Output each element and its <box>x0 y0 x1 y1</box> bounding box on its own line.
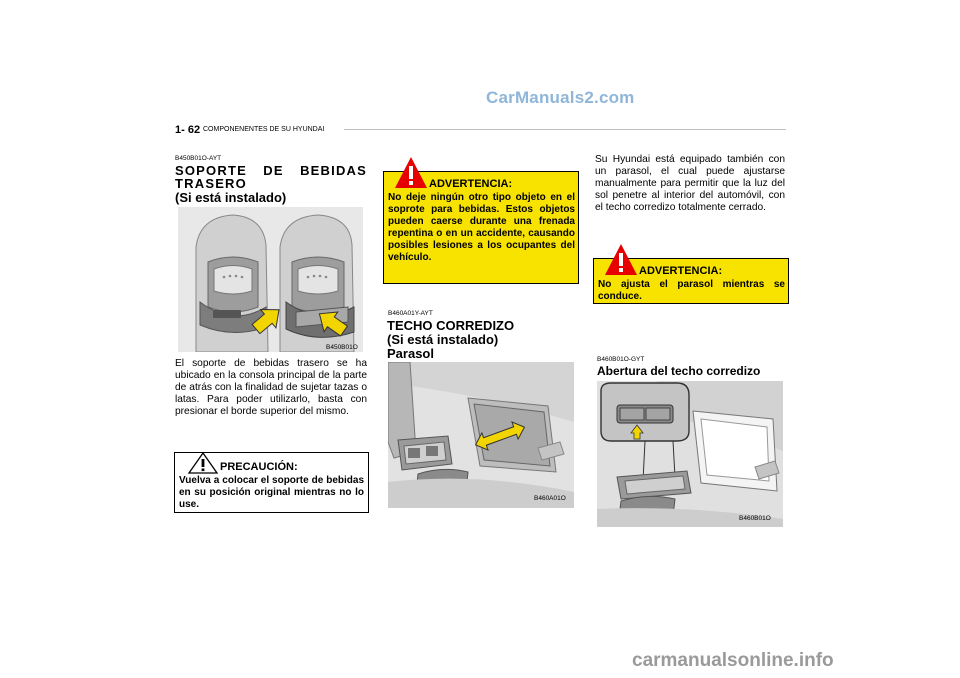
section-title: COMPONENENTES DE SU HYUNDAI <box>203 126 325 133</box>
warning-triangle-icon <box>394 156 428 189</box>
watermark-bottom[interactable]: carmanualsonline.info <box>632 650 834 671</box>
section-heading-2-line2: (Si está instalado) <box>387 332 499 347</box>
section-heading-2-line3: Parasol <box>387 346 434 361</box>
section-heading-line3: (Si está instalado) <box>175 190 287 205</box>
sunroof-sunshade-illustration <box>388 362 574 508</box>
warning-title: ADVERTENCIA: <box>429 178 513 190</box>
body-paragraph-2: Su Hyundai está equipado también con un parasol, el cual puede ajustarse manualmente para permitir que la luz del sol penetre al interior del automóvil, con el techo corredizo totalmente cerrado. <box>595 154 785 213</box>
watermark-top[interactable]: CarManuals2.com <box>486 88 635 107</box>
caution-text: Vuelva a colocar el soporte de bebidas en su posición original mientras no lo use. <box>179 475 364 510</box>
section-heading: SOPORTE DE BEBIDAS <box>175 163 367 178</box>
cupholder-illustration <box>178 207 363 352</box>
caution-triangle-icon <box>187 451 219 475</box>
sunroof-opening-illustration <box>597 381 783 527</box>
image-code-3: B460B01O <box>739 515 771 522</box>
section-heading-line2: TRASERO <box>175 176 247 191</box>
section-code: B450B01O-AYT <box>175 155 222 162</box>
page-number: 1- 62 <box>175 124 201 136</box>
warning-text: No deje ningún otro tipo objeto en el soprote para bebidas. Estos objetos pueden caerse durante una frenada repentina o en un accidente, causando posibles lesiones a los ocupantes del vehículo. <box>388 192 575 263</box>
caution-title: PRECAUCIÓN: <box>220 461 298 473</box>
section-heading-2: TECHO CORREDIZO <box>387 318 515 333</box>
image-code: B450B01O <box>326 344 358 351</box>
image-code-2: B460A01O <box>534 495 566 502</box>
section-code-2: B460A01Y-AYT <box>388 310 433 317</box>
section-code-3: B460B01O-GYT <box>597 356 645 363</box>
body-paragraph: El soporte de bebidas trasero se ha ubicado en la consola principal de la parte de atrás con la finalidad de sujetar tazas o latas. Para poder utilizarlo, basta con presionar el borde superior del mismo. <box>175 358 367 417</box>
warning-triangle-icon-2 <box>604 243 638 276</box>
warning-text-2: No ajusta el parasol mientras se conduce. <box>598 279 785 302</box>
caution-box <box>174 452 369 513</box>
warning-title-2: ADVERTENCIA: <box>639 265 723 277</box>
header-divider <box>344 129 786 130</box>
section-heading-3: Abertura del techo corredizo <box>597 364 761 378</box>
